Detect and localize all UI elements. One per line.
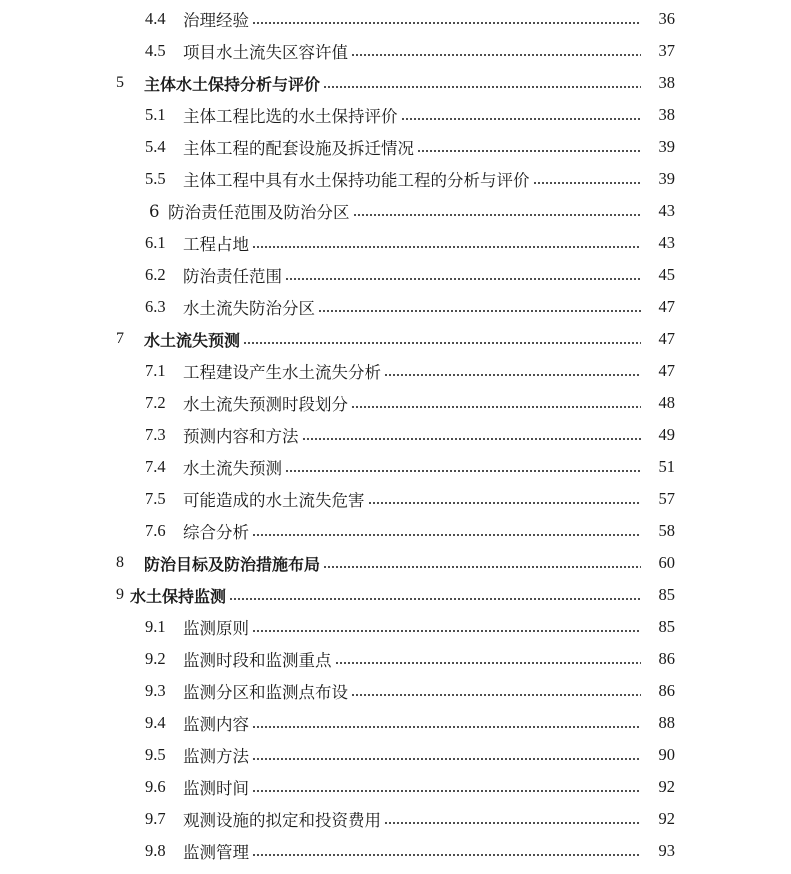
dot-leader <box>285 470 641 472</box>
dot-leader <box>252 630 641 632</box>
toc-entry-number: 5.1 <box>145 105 166 124</box>
toc-entry-page-number: 47 <box>658 329 675 348</box>
toc-entry-title: 水土流失防治分区 <box>183 299 315 318</box>
toc-entry-page-number: 90 <box>658 745 675 764</box>
toc-entry-number: 9.1 <box>145 617 166 636</box>
dot-leader <box>351 694 641 696</box>
toc-entry-number: 6.3 <box>145 297 166 316</box>
toc-entry-page-number: 85 <box>658 585 675 604</box>
toc-entry-page-number: 38 <box>658 73 675 92</box>
toc-section-entry[interactable] <box>0 195 791 227</box>
toc-entry-number: 9 <box>116 586 124 603</box>
toc-section-entry[interactable] <box>0 483 791 515</box>
toc-entry-title: 主体工程中具有水土保持功能工程的分析与评价 <box>183 171 530 190</box>
toc-entry-page-number: 47 <box>658 361 675 380</box>
toc-entry-title: 监测原则 <box>183 619 249 638</box>
dot-leader <box>252 726 641 728</box>
toc-entry-title: 主体水土保持分析与评价 <box>144 74 321 94</box>
dot-leader <box>351 406 641 408</box>
toc-entry-title: 项目水土流失区容许值 <box>183 43 348 62</box>
toc-entry-number: 9.7 <box>145 809 166 828</box>
toc-entry-number: 6.1 <box>145 233 166 252</box>
toc-section-entry[interactable] <box>0 803 791 835</box>
dot-leader <box>252 758 641 760</box>
toc-section-entry[interactable] <box>0 707 791 739</box>
toc-entry-page-number: 93 <box>658 841 675 860</box>
dot-leader <box>417 150 641 152</box>
toc-entry-number: 5 <box>116 74 124 91</box>
toc-entry-title: 观测设施的拟定和投资费用 <box>183 811 381 830</box>
dot-leader <box>353 214 642 216</box>
toc-entry-number: 7.1 <box>145 361 166 380</box>
toc-entry-page-number: 92 <box>658 777 675 796</box>
toc-entry-page-number: 60 <box>658 553 675 572</box>
toc-entry-title: 治理经验 <box>183 11 249 30</box>
dot-leader <box>285 278 641 280</box>
toc-section-entry[interactable] <box>0 227 791 259</box>
dot-leader <box>243 342 641 344</box>
toc-entry-title: 监测时段和监测重点 <box>183 651 332 670</box>
toc-entry-title: 水土流失预测 <box>183 459 282 478</box>
toc-entry-number: 5.5 <box>145 169 166 188</box>
toc-entry-title: 监测分区和监测点布设 <box>183 683 348 702</box>
toc-entry-number: 7.6 <box>145 521 166 540</box>
dot-leader <box>252 246 641 248</box>
toc-entry-page-number: 51 <box>658 457 675 476</box>
dot-leader <box>252 854 641 856</box>
dot-leader <box>318 310 641 312</box>
toc-chapter-entry[interactable] <box>0 547 791 579</box>
toc-entry-title: 综合分析 <box>183 523 249 542</box>
toc-section-entry[interactable] <box>0 35 791 67</box>
toc-entry-number: 9.5 <box>145 745 166 764</box>
dot-leader <box>252 22 641 24</box>
toc-entry-title: 防治责任范围 <box>183 267 282 286</box>
toc-entry-title: 水土流失预测时段划分 <box>183 395 348 414</box>
toc-section-entry[interactable] <box>0 99 791 131</box>
toc-entry-page-number: 39 <box>658 169 675 188</box>
toc-section-entry[interactable] <box>0 643 791 675</box>
toc-entry-number: 7.2 <box>145 393 166 412</box>
toc-entry-title: 主体工程比选的水土保持评价 <box>183 107 398 126</box>
toc-entry-page-number: 48 <box>658 393 675 412</box>
toc-entry-page-number: 57 <box>658 489 675 508</box>
toc-entry-title: 水土流失预测 <box>144 330 241 350</box>
toc-entry-page-number: 58 <box>658 521 675 540</box>
toc-entry-page-number: 85 <box>658 617 675 636</box>
toc-section-entry[interactable] <box>0 451 791 483</box>
toc-entry-title: 主体工程的配套设施及拆迁情况 <box>183 139 414 158</box>
toc-section-entry[interactable] <box>0 515 791 547</box>
toc-entry-page-number: 37 <box>658 41 675 60</box>
toc-entry-number: 7 <box>116 330 124 347</box>
toc-entry-page-number: 86 <box>658 649 675 668</box>
toc-entry-number: 9.3 <box>145 681 166 700</box>
toc-entry-number: 4.4 <box>145 9 166 28</box>
dot-leader <box>335 662 642 664</box>
toc-entry-number: 7.3 <box>145 425 166 444</box>
toc-entry-number: 9.2 <box>145 649 166 668</box>
toc-entry-title: 预测内容和方法 <box>183 427 299 446</box>
toc-section-entry[interactable] <box>0 163 791 195</box>
toc-entry-title: 监测方法 <box>183 747 249 766</box>
dot-leader <box>351 54 641 56</box>
toc-entry-number: 8 <box>116 554 124 571</box>
toc-entry-title: 工程建设产生水土流失分析 <box>183 363 381 382</box>
toc-section-entry[interactable] <box>0 387 791 419</box>
toc-entry-page-number: 49 <box>658 425 675 444</box>
toc-section-entry[interactable] <box>0 739 791 771</box>
toc-entry-title: 水土保持监测 <box>130 586 227 606</box>
dot-leader <box>229 598 641 600</box>
toc-entry-title: 防治责任范围及防治分区 <box>168 203 350 222</box>
dot-leader <box>384 374 641 376</box>
dot-leader <box>323 86 641 88</box>
dot-leader <box>368 502 642 504</box>
toc-chapter-entry[interactable] <box>0 323 791 355</box>
toc-section-entry[interactable] <box>0 131 791 163</box>
dot-leader <box>401 118 642 120</box>
toc-entry-number: 9.6 <box>145 777 166 796</box>
toc-entry-number: 9.4 <box>145 713 166 732</box>
table-of-contents <box>0 3 791 867</box>
toc-section-entry[interactable] <box>0 611 791 643</box>
dot-leader <box>252 534 641 536</box>
dot-leader <box>323 566 641 568</box>
toc-entry-title: 可能造成的水土流失危害 <box>183 491 365 510</box>
toc-chapter-entry[interactable] <box>0 579 791 611</box>
toc-entry-page-number: 92 <box>658 809 675 828</box>
toc-entry-number: 9.8 <box>145 841 166 860</box>
toc-entry-number: 7.4 <box>145 457 166 476</box>
toc-section-entry[interactable] <box>0 771 791 803</box>
toc-entry-page-number: 86 <box>658 681 675 700</box>
toc-entry-title: 防治目标及防治措施布局 <box>144 554 321 574</box>
dot-leader <box>533 182 642 184</box>
toc-entry-number: 6.2 <box>145 265 166 284</box>
toc-entry-number: 6 <box>149 201 160 221</box>
dot-leader <box>252 790 641 792</box>
dot-leader <box>384 822 641 824</box>
toc-entry-page-number: 43 <box>658 233 675 252</box>
toc-entry-title: 监测时间 <box>183 779 249 798</box>
dot-leader <box>302 438 642 440</box>
toc-entry-title: 工程占地 <box>183 235 249 254</box>
toc-section-entry[interactable] <box>0 291 791 323</box>
toc-section-entry[interactable] <box>0 419 791 451</box>
toc-entry-page-number: 88 <box>658 713 675 732</box>
toc-entry-page-number: 43 <box>658 201 675 220</box>
toc-section-entry[interactable] <box>0 259 791 291</box>
toc-section-entry[interactable] <box>0 835 791 867</box>
toc-entry-title: 监测内容 <box>183 715 249 734</box>
toc-chapter-entry[interactable] <box>0 67 791 99</box>
toc-entry-number: 5.4 <box>145 137 166 156</box>
toc-entry-number: 4.5 <box>145 41 166 60</box>
toc-entry-page-number: 45 <box>658 265 675 284</box>
toc-entry-page-number: 36 <box>658 9 675 28</box>
toc-section-entry[interactable] <box>0 355 791 387</box>
toc-section-entry[interactable] <box>0 675 791 707</box>
toc-entry-number: 7.5 <box>145 489 166 508</box>
toc-entry-page-number: 47 <box>658 297 675 316</box>
toc-section-entry[interactable] <box>0 3 791 35</box>
toc-entry-title: 监测管理 <box>183 843 249 862</box>
toc-entry-page-number: 39 <box>658 137 675 156</box>
toc-entry-page-number: 38 <box>658 105 675 124</box>
